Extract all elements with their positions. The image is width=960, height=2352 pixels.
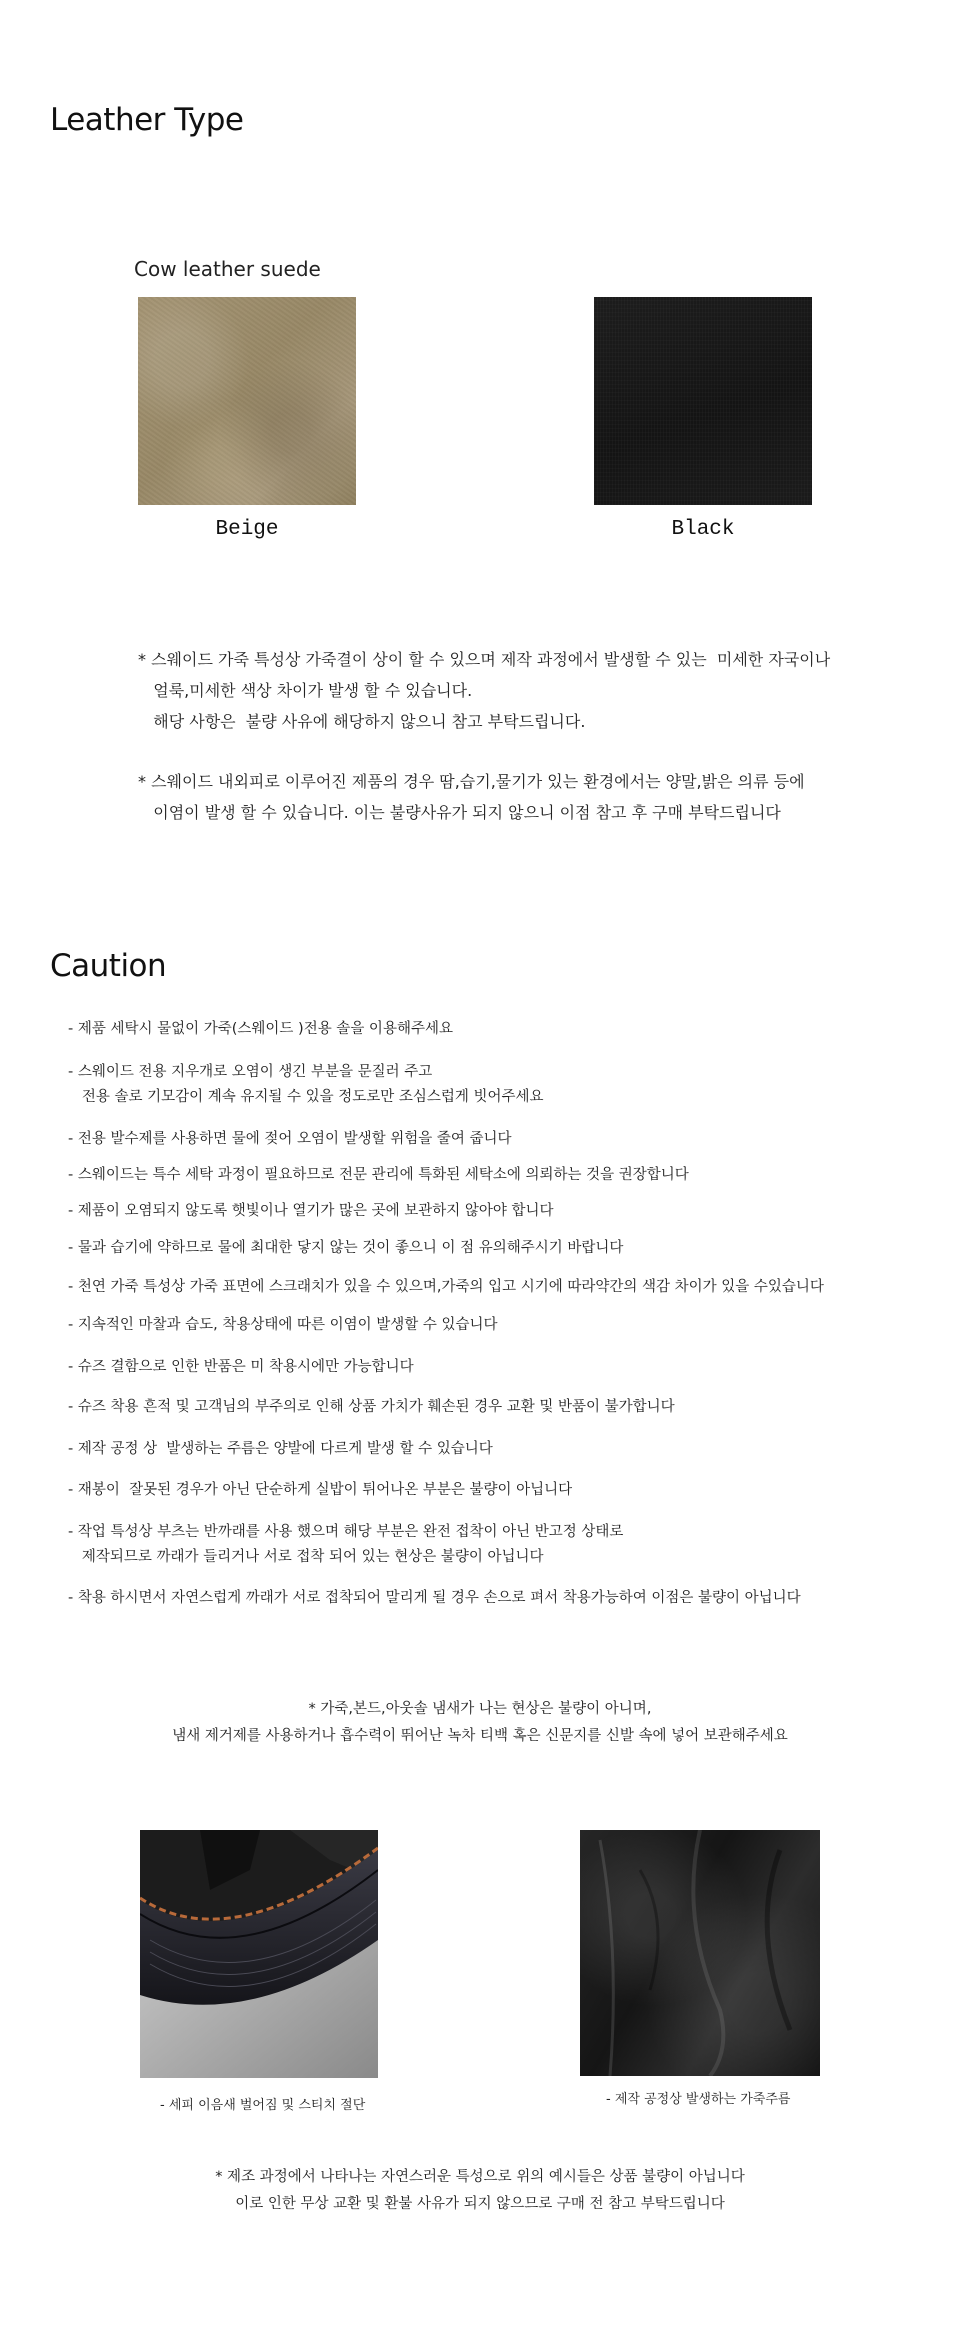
note-line: * 스웨이드 가죽 특성상 가죽결이 상이 할 수 있으며 제작 과정에서 발생할 수 있는 미세한 자국이나 xyxy=(138,650,831,669)
note-line: * 스웨이드 내외피로 이루어진 제품의 경우 땀,습기,물기가 있는 환경에서는 양말,밝은 의류 등에 xyxy=(138,772,805,791)
caution-item: - 작업 특성상 부츠는 반까래를 사용 했으며 해당 부분은 완전 접착이 아닌 반고정 상태로 제작되므로 까래가 들리거나 서로 접착 되어 있는 현상은 불량이 아닙니다 xyxy=(68,1524,624,1565)
odor-note xyxy=(0,1696,960,1750)
caution-item: - 천연 가죽 특성상 가죽 표면에 스크래치가 있을 수 있으며,가죽의 입고 시기에 따라약간의 색감 차이가 있을 수있습니다 xyxy=(68,1279,824,1295)
boot-welt-illustration xyxy=(140,1830,378,2078)
leather-type-title: Leather Type xyxy=(50,102,244,138)
caution-item: - 전용 발수제를 사용하면 물에 젖어 오염이 발생할 위험을 줄여 줍니다 xyxy=(68,1131,512,1147)
caution-item: - 재봉이 잘못된 경우가 아닌 단순하게 실밥이 튀어나온 부분은 불량이 아닙니다 xyxy=(68,1482,573,1498)
odor-note-line: 냄새 제거제를 사용하거나 흡수력이 뛰어난 녹차 티백 혹은 신문지를 신발 속에 넣어 보관해주세요 xyxy=(172,1728,788,1744)
boot-welt-photo xyxy=(140,1830,378,2078)
leather-wrinkle-photo xyxy=(580,1830,820,2076)
caution-item: - 스웨이드는 특수 세탁 과정이 필요하므로 전문 관리에 특화된 세탁소에 의뢰하는 것을 권장합니다 xyxy=(68,1167,689,1183)
caution-item: - 제작 공정 상 발생하는 주름은 양발에 다르게 발생 할 수 있습니다 xyxy=(68,1441,493,1457)
leather-wrinkle-illustration xyxy=(580,1830,820,2076)
beige-suede-swatch xyxy=(138,297,356,505)
note-line: 이염이 발생 할 수 있습니다. 이는 불량사유가 되지 않으니 이점 참고 후 구매 부탁드립니다 xyxy=(138,803,781,822)
footer-note-line: * 제조 과정에서 나타나는 자연스러운 특성으로 위의 예시들은 상품 불량이 아닙니다 xyxy=(215,2169,745,2185)
suede-grain-note xyxy=(138,644,878,737)
caution-item: - 스웨이드 전용 지우개로 오염이 생긴 부분을 문질러 주고 전용 솔로 기모감이 계속 유지될 수 있을 정도로만 조심스럽게 빗어주세요 xyxy=(68,1064,544,1105)
note-line: 해당 사항은 불량 사유에 해당하지 않으니 참고 부탁드립니다. xyxy=(138,712,586,731)
boot-photo-caption: - 세피 이음새 벌어짐 및 스티치 절단 xyxy=(160,2098,366,2113)
note-line: 얼룩,미세한 색상 차이가 발생 할 수 있습니다. xyxy=(138,681,473,700)
footer-note-line: 이로 인한 무상 교환 및 환불 사유가 되지 않으므로 구매 전 참고 부탁드립니다 xyxy=(235,2196,725,2212)
leather-photo-caption: - 제작 공정상 발생하는 가죽주름 xyxy=(606,2092,791,2107)
caution-item: - 물과 습기에 약하므로 물에 최대한 닿지 않는 것이 좋으니 이 점 유의해주시기 바랍니다 xyxy=(68,1240,624,1256)
caution-item: - 슈즈 착용 흔적 및 고객님의 부주의로 인해 상품 가치가 훼손된 경우 교환 및 반품이 불가합니다 xyxy=(68,1399,675,1415)
black-suede-swatch xyxy=(594,297,812,505)
caution-item: - 착용 하시면서 자연스럽게 까래가 서로 접착되어 말리게 될 경우 손으로 펴서 착용가능하여 이점은 불량이 아닙니다 xyxy=(68,1590,801,1606)
black-swatch-label: Black xyxy=(671,518,735,541)
footer-note xyxy=(0,2164,960,2218)
caution-item: - 지속적인 마찰과 습도, 착용상태에 따른 이염이 발생할 수 있습니다 xyxy=(68,1317,498,1333)
caution-item: - 제품 세탁시 물없이 가죽(스웨이드 )전용 솔을 이용해주세요 xyxy=(68,1021,453,1037)
beige-swatch-label: Beige xyxy=(215,518,279,541)
odor-note-line: * 가죽,본드,아웃솔 냄새가 나는 현상은 불량이 아니며, xyxy=(308,1701,652,1717)
suede-dye-transfer-note xyxy=(138,766,878,828)
caution-item: - 슈즈 결함으로 인한 반품은 미 착용시에만 가능합니다 xyxy=(68,1359,414,1375)
caution-title: Caution xyxy=(50,948,167,984)
leather-subtitle: Cow leather suede xyxy=(134,257,321,281)
caution-item: - 제품이 오염되지 않도록 햇빛이나 열기가 많은 곳에 보관하지 않아야 합니다 xyxy=(68,1203,554,1219)
